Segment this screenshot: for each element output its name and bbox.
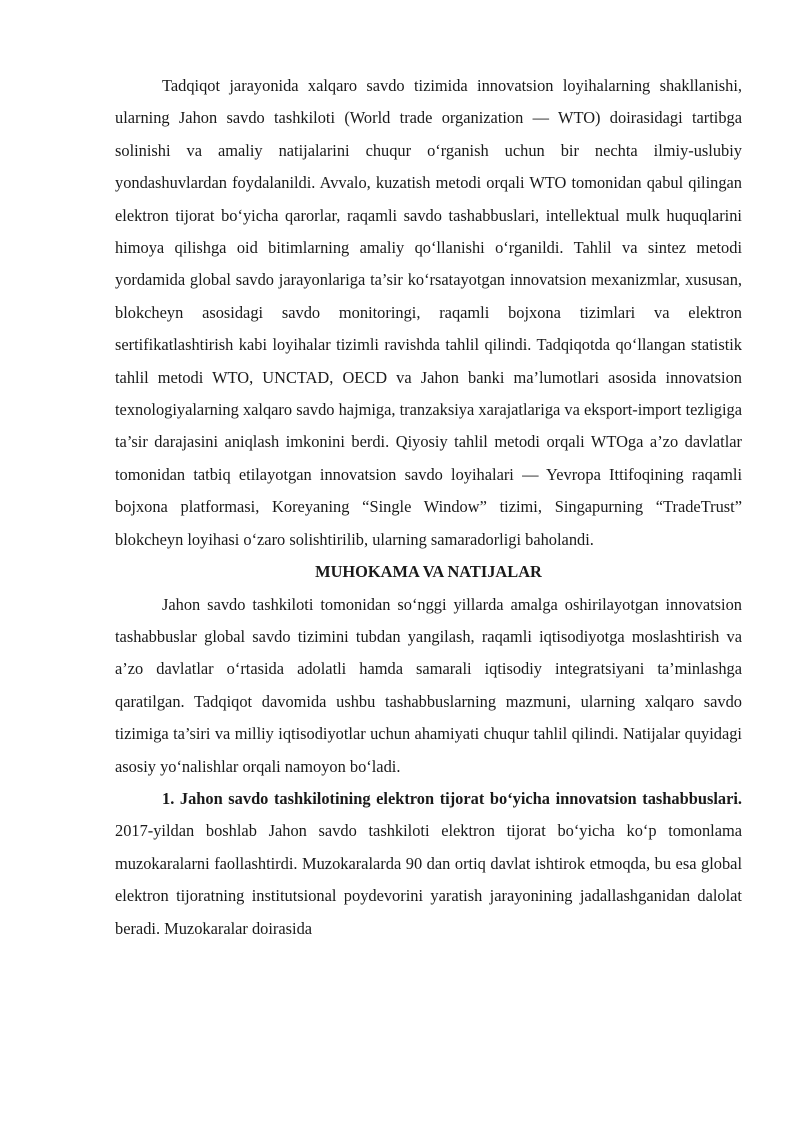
- document-page: [115, 70, 742, 945]
- item-1-body: 2017-yildan boshlab Jahon savdo tashkiloti elektron tijorat bo‘yicha ko‘p tomonlama muzokaralarni faollashtirdi. Muzokaralarda 90 dan ortiq davlat ishtirok etmoqda, bu esa global elektron tijoratning institutsional poydevorini yaratish jarayonining jadallashganidan dalolat beradi. Muzokaralar doirasida: [115, 821, 742, 938]
- item-1-title: 1. Jahon savdo tashkilotining elektron tijorat bo‘yicha innovatsion tashabbuslari.: [162, 788, 742, 808]
- paragraph-methods: Tadqiqot jarayonida xalqaro savdo tizimida innovatsion loyihalarning shakllanishi, ularning Jahon savdo tashkiloti (World trade organization — WTO) doirasidagi tartibga solinishi va amaliy natijalarini chuqur o‘rganish uchun bir nechta ilmiy-uslubiy yondashuvlardan foydalanildi. Avvalo, kuzatish metodi orqali WTO tomonidan qabul qilingan elektron tijorat bo‘yicha qarorlar, raqamli savdo tashabbuslari, intellektual mulk huquqlarini himoya qilishga oid bitimlarning amaliy qo‘llanishi o‘rganildi. Tahlil va sintez metodi yordamida global savdo jarayonlariga ta’sir ko‘rsatayotgan innovatsion mexanizmlar, xususan, blokcheyn asosidagi savdo monitoringi, raqamli bojxona tizimlari va elektron sertifikatlashtirish kabi loyihalar tizimli ravishda tahlil qilindi. Tadqiqotda qo‘llangan statistik tahlil metodi WTO, UNCTAD, OECD va Jahon banki ma’lumotlari asosida innovatsion texnologiyalarning xalqaro savdo hajmiga, tranzaksiya xarajatlariga va eksport-import tezligiga ta’sir darajasini aniqlash imkonini berdi. Qiyosiy tahlil metodi orqali WTOga a’zo davlatlar tomonidan tatbiq etilayotgan innovatsion savdo loyihalari — Yevropa Ittifoqining raqamli bojxona platformasi, Koreyaning “Single Window” tizimi, Singapurning “TradeTrust” blokcheyn loyihasi o‘zaro solishtirilib, ularning samaradorligi baholandi.: [115, 76, 742, 549]
- paragraph-discussion: Jahon savdo tashkiloti tomonidan so‘nggi yillarda amalga oshirilayotgan innovatsion tashabbuslar global savdo tizimini tubdan yangilash, raqamli iqtisodiyotga moslashtirish va a’zo davlatlar o‘rtasida adolatli hamda samarali iqtisodiy integratsiyani ta’minlashga qaratilgan. Tadqiqot davomida ushbu tashabbuslarning mazmuni, ularning xalqaro savdo tizimiga ta’siri va milliy iqtisodiyotlar uchun ahamiyati chuqur tahlil qilindi. Natijalar quyidagi asosiy yo‘nalishlar orqali namoyon bo‘ladi.: [115, 594, 742, 776]
- paragraph-item-1: [115, 783, 742, 945]
- section-heading: MUHOKAMA VA NATIJALAR: [315, 562, 542, 582]
